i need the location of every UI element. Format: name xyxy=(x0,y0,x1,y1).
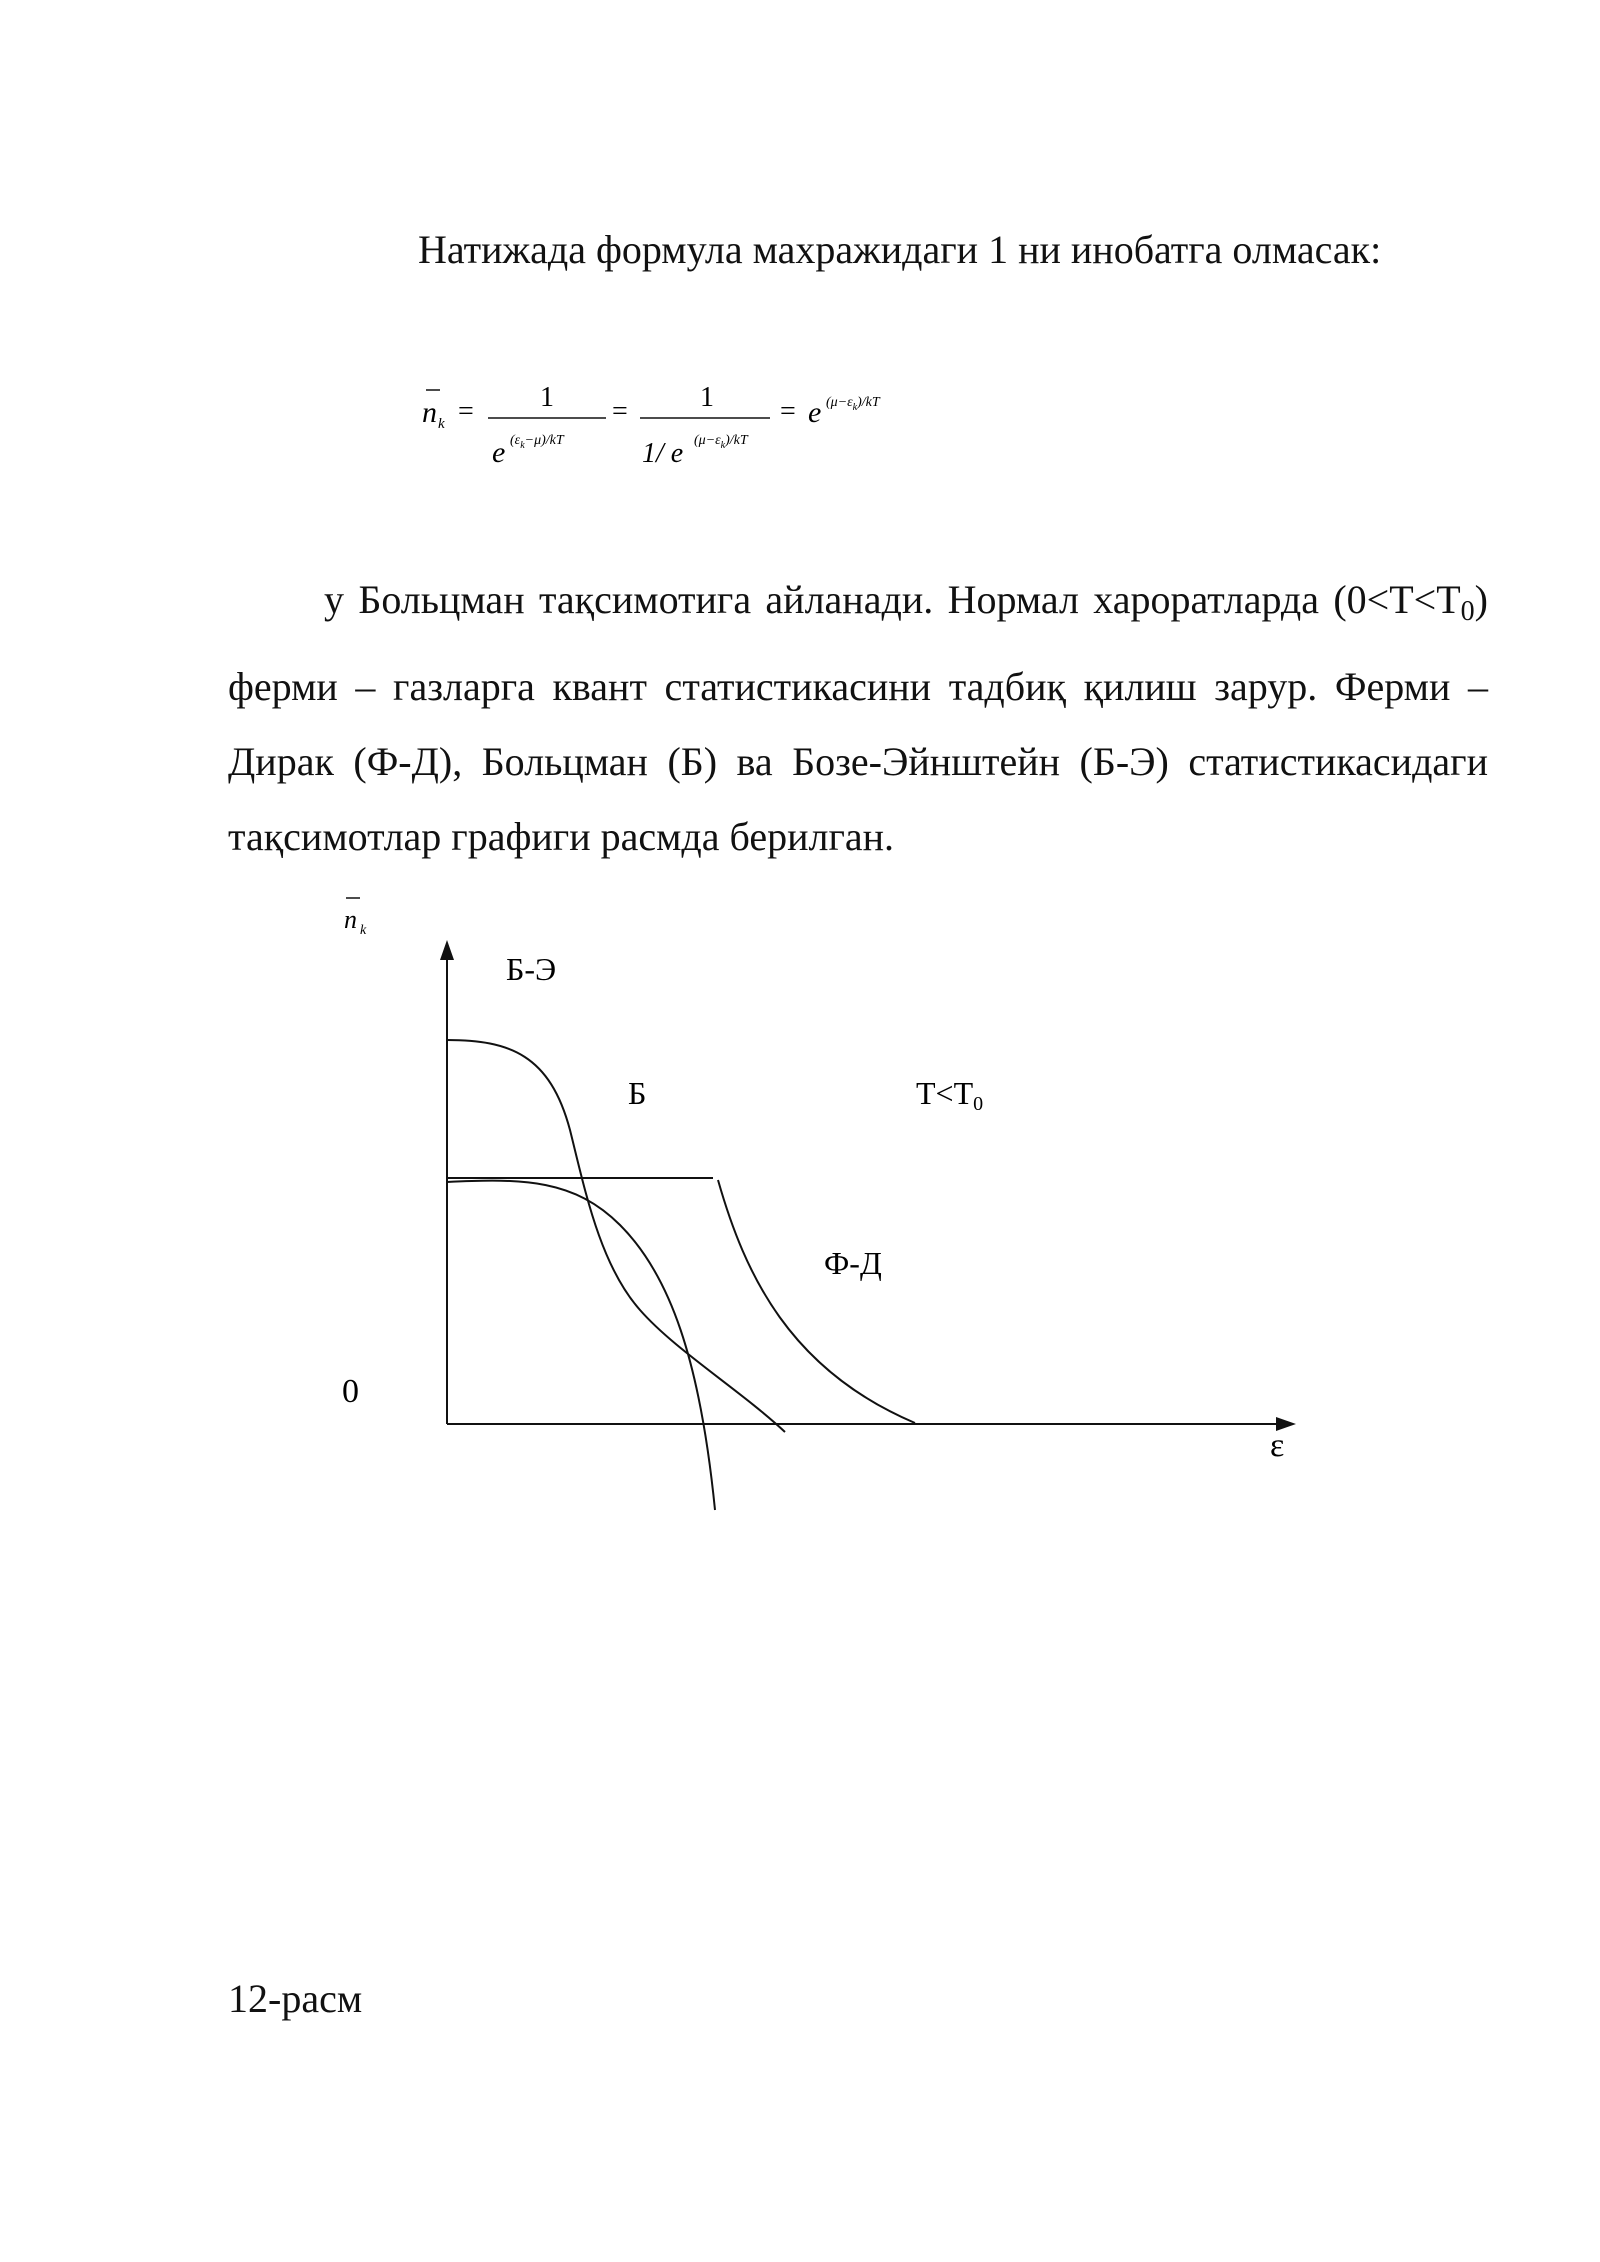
formula-lhs-sub: k xyxy=(438,416,445,432)
origin-label: 0 xyxy=(342,1373,359,1410)
label-condition-sub: 0 xyxy=(973,1093,984,1115)
formula-den1-base: e xyxy=(492,436,506,469)
formula-den1-exp: (ε xyxy=(510,433,521,448)
formula-result-exp-sub: k xyxy=(852,402,858,413)
x-axis-label: ε xyxy=(1270,1427,1285,1464)
formula-den2-exp-sub: k xyxy=(720,440,726,451)
svg-text:(μ−εk)/kT xyxy=(826,395,881,413)
svg-text:(μ−εk)/kT xyxy=(694,433,749,451)
y-axis-label-sub: k xyxy=(360,923,367,938)
curve-fermi-dirac-fall xyxy=(718,1180,915,1423)
formula-numerator-1: 1 xyxy=(540,382,554,413)
formula-result-exp: (μ−ε xyxy=(826,395,853,410)
formula-den2-exp-rest: )/kT xyxy=(725,433,748,448)
formula-result-base: e xyxy=(808,396,822,429)
label-bose-einstein: Б-Э xyxy=(506,951,557,987)
intro-line: Натижада формула махражидаги 1 ни инобатга олмасак: xyxy=(418,227,1382,272)
formula-equals-3: = xyxy=(780,396,796,427)
formula-equals-1: = xyxy=(458,396,474,427)
formula-den1-exp-sub: k xyxy=(520,440,525,451)
label-condition-main: T<T xyxy=(916,1075,974,1111)
paragraph-part1-sub: 0 xyxy=(1460,596,1475,627)
label-condition xyxy=(916,1075,983,1115)
formula-den1-exp-rest: −μ)/kT xyxy=(524,433,564,448)
distribution-figure xyxy=(300,880,1320,1540)
formula-den2-prefix: 1/ e xyxy=(642,438,684,469)
y-axis-arrow xyxy=(440,940,454,960)
y-axis-label: n xyxy=(344,905,357,934)
paragraph-part2: ) ферми – газларга квант статистикасини тадбиқ қилиш зарур. Ферми – Дирак (Ф-Д), Больцман (Б) ва Бозе-Эйнштейн (Б-Э) статистикасидаги тақсимотлар графиги расмда берилган. xyxy=(228,577,1488,859)
figure-caption: 12-расм xyxy=(228,1976,363,2021)
label-boltzmann: Б xyxy=(628,1075,647,1111)
formula-lhs: n xyxy=(422,396,437,429)
body-paragraph xyxy=(228,562,1488,874)
formula-numerator-2: 1 xyxy=(700,382,714,413)
formula-equals-2: = xyxy=(612,396,628,427)
svg-text:(εk−μ)/kT xyxy=(510,433,565,451)
label-fermi-dirac: Ф-Д xyxy=(824,1245,882,1281)
formula-block xyxy=(418,370,978,480)
curve-boltzmann xyxy=(447,1040,785,1432)
paragraph-part1: у Больцман тақсимотига айланади. Нормал хароратларда (0<T<T xyxy=(324,577,1461,622)
formula-den2-exp: (μ−ε xyxy=(694,433,721,448)
formula-result-exp-rest: )/kT xyxy=(857,395,880,410)
curve-bose-einstein xyxy=(447,1181,715,1510)
